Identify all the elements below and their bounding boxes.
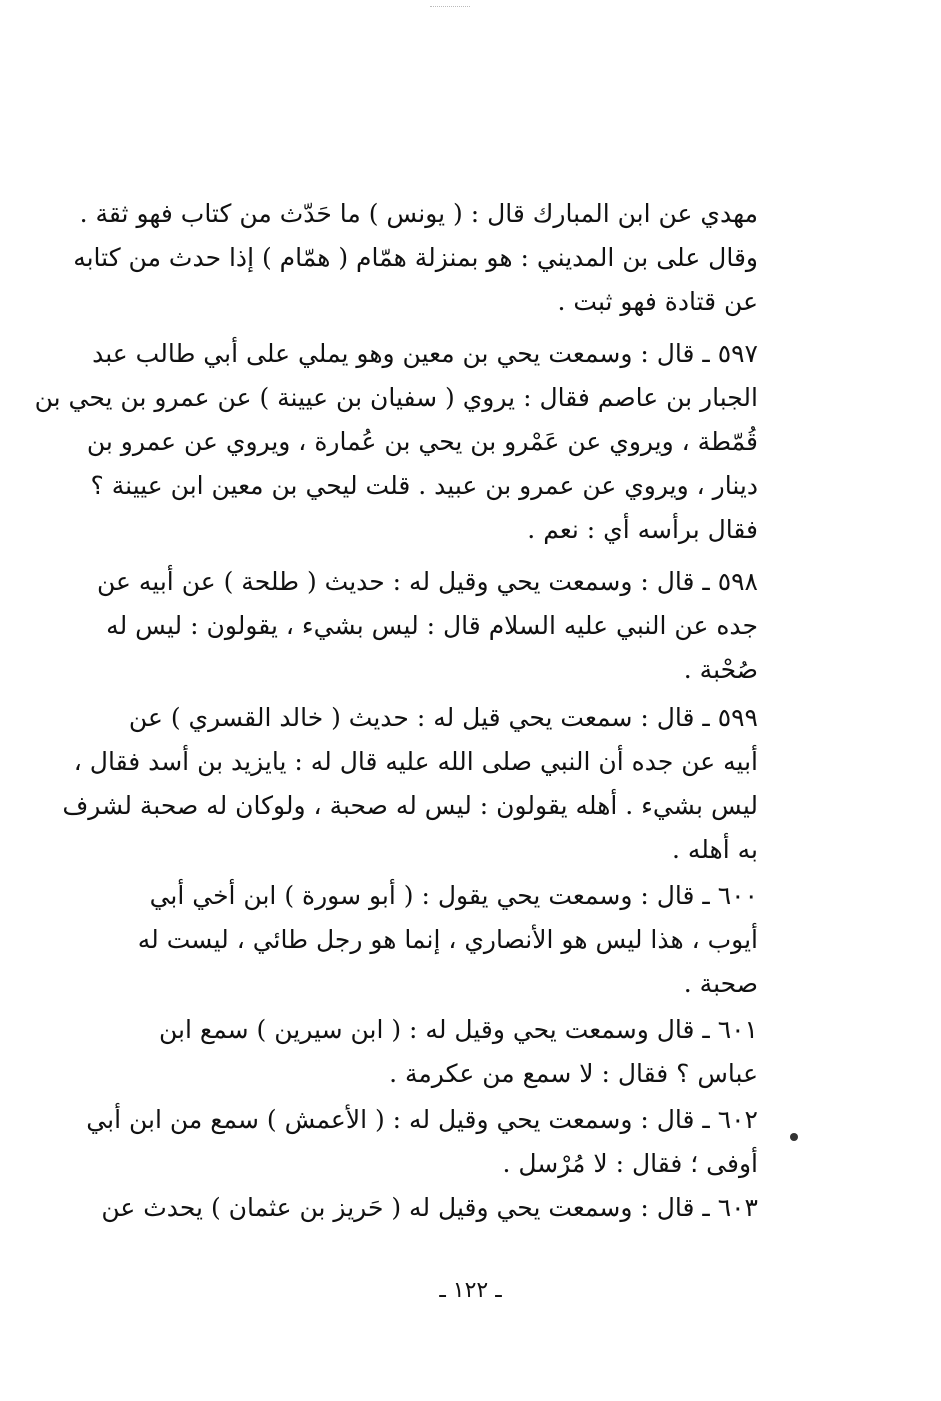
paragraph-600 bbox=[110, 874, 758, 1006]
text-line: جده عن النبي عليه السلام قال : ليس بشيء ، يقولون : ليس له bbox=[106, 611, 758, 640]
text-line: ٦٠٢ ـ قال : وسمعت يحي وقيل له : ( الأعمش ) سمع من ابن أبي bbox=[86, 1105, 758, 1134]
paragraph-603 bbox=[101, 1186, 758, 1230]
text-line: أوفى ؛ فقال : لا مُرْسل . bbox=[502, 1149, 758, 1178]
text-line: صحبة . bbox=[683, 969, 758, 998]
scan-dots bbox=[430, 6, 470, 9]
text-line: ٥٩٨ ـ قال : وسمعت يحي وقيل له : حديث ( طلحة ) عن أبيه عن bbox=[97, 567, 758, 596]
paragraph-598 bbox=[97, 560, 758, 692]
paragraph-599 bbox=[62, 696, 758, 872]
text-line: أبيه عن جده أن النبي صلى الله عليه قال له : يايزيد بن أسد فقال ، bbox=[73, 747, 758, 776]
paragraph-597 bbox=[34, 332, 758, 552]
text-line: فقال برأسه أي : نعم . bbox=[527, 515, 758, 544]
text-line: مهدي عن ابن المبارك قال : ( يونس ) ما حَدّث من كتاب فهو ثقة . bbox=[79, 199, 758, 228]
text-line: الجبار بن عاصم فقال : يروي ( سفيان بن عيينة ) عن عمرو بن يحي بن bbox=[34, 383, 758, 412]
text-line: به أهله . bbox=[671, 835, 758, 864]
paragraph-1 bbox=[73, 192, 758, 324]
text-line: عباس ؟ فقال : لا سمع من عكرمة . bbox=[389, 1059, 758, 1088]
ink-speck bbox=[790, 1133, 798, 1141]
text-line: عن قتادة فهو ثبت . bbox=[557, 287, 758, 316]
paragraph-601 bbox=[110, 1008, 758, 1096]
text-line: ليس بشيء . أهله يقولون : ليس له صحبة ، ولوكان له صحبة لشرف bbox=[62, 791, 758, 820]
text-line: ٥٩٩ ـ قال : سمعت يحي قيل له : حديث ( خالد القسري ) عن bbox=[128, 703, 758, 732]
page-number: ـ ١٢٢ ـ bbox=[439, 1278, 502, 1303]
text-line: ٦٠١ ـ قال وسمعت يحي وقيل له : ( ابن سيرين ) سمع ابن bbox=[159, 1015, 758, 1044]
text-line: وقال على بن المديني : هو بمنزلة همّام ( همّام ) إذا حدث من كتابه bbox=[73, 243, 758, 272]
text-line: أيوب ، هذا ليس هو الأنصاري ، إنما هو رجل طائي ، ليست له bbox=[137, 925, 758, 954]
paragraph-602 bbox=[86, 1098, 758, 1186]
text-line: دينار ، ويروي عن عمرو بن عبيد . قلت ليحي بن معين ابن عيينة ؟ bbox=[90, 471, 758, 500]
text-line: ٦٠٣ ـ قال : وسمعت يحي وقيل له ( حَريز بن عثمان ) يحدث عن bbox=[101, 1193, 758, 1222]
text-line: ٥٩٧ ـ قال : وسمعت يحي بن معين وهو يملي على أبي طالب عبد bbox=[92, 339, 758, 368]
text-line: ٦٠٠ ـ قال : وسمعت يحي يقول : ( أبو سورة ) ابن أخي أبي bbox=[149, 881, 758, 910]
text-line: صُحْبة . bbox=[683, 655, 758, 684]
text-line: قُمّطة ، ويروي عن عَمْرو بن يحي بن عُمارة ، ويروي عن عمرو بن bbox=[86, 427, 758, 456]
